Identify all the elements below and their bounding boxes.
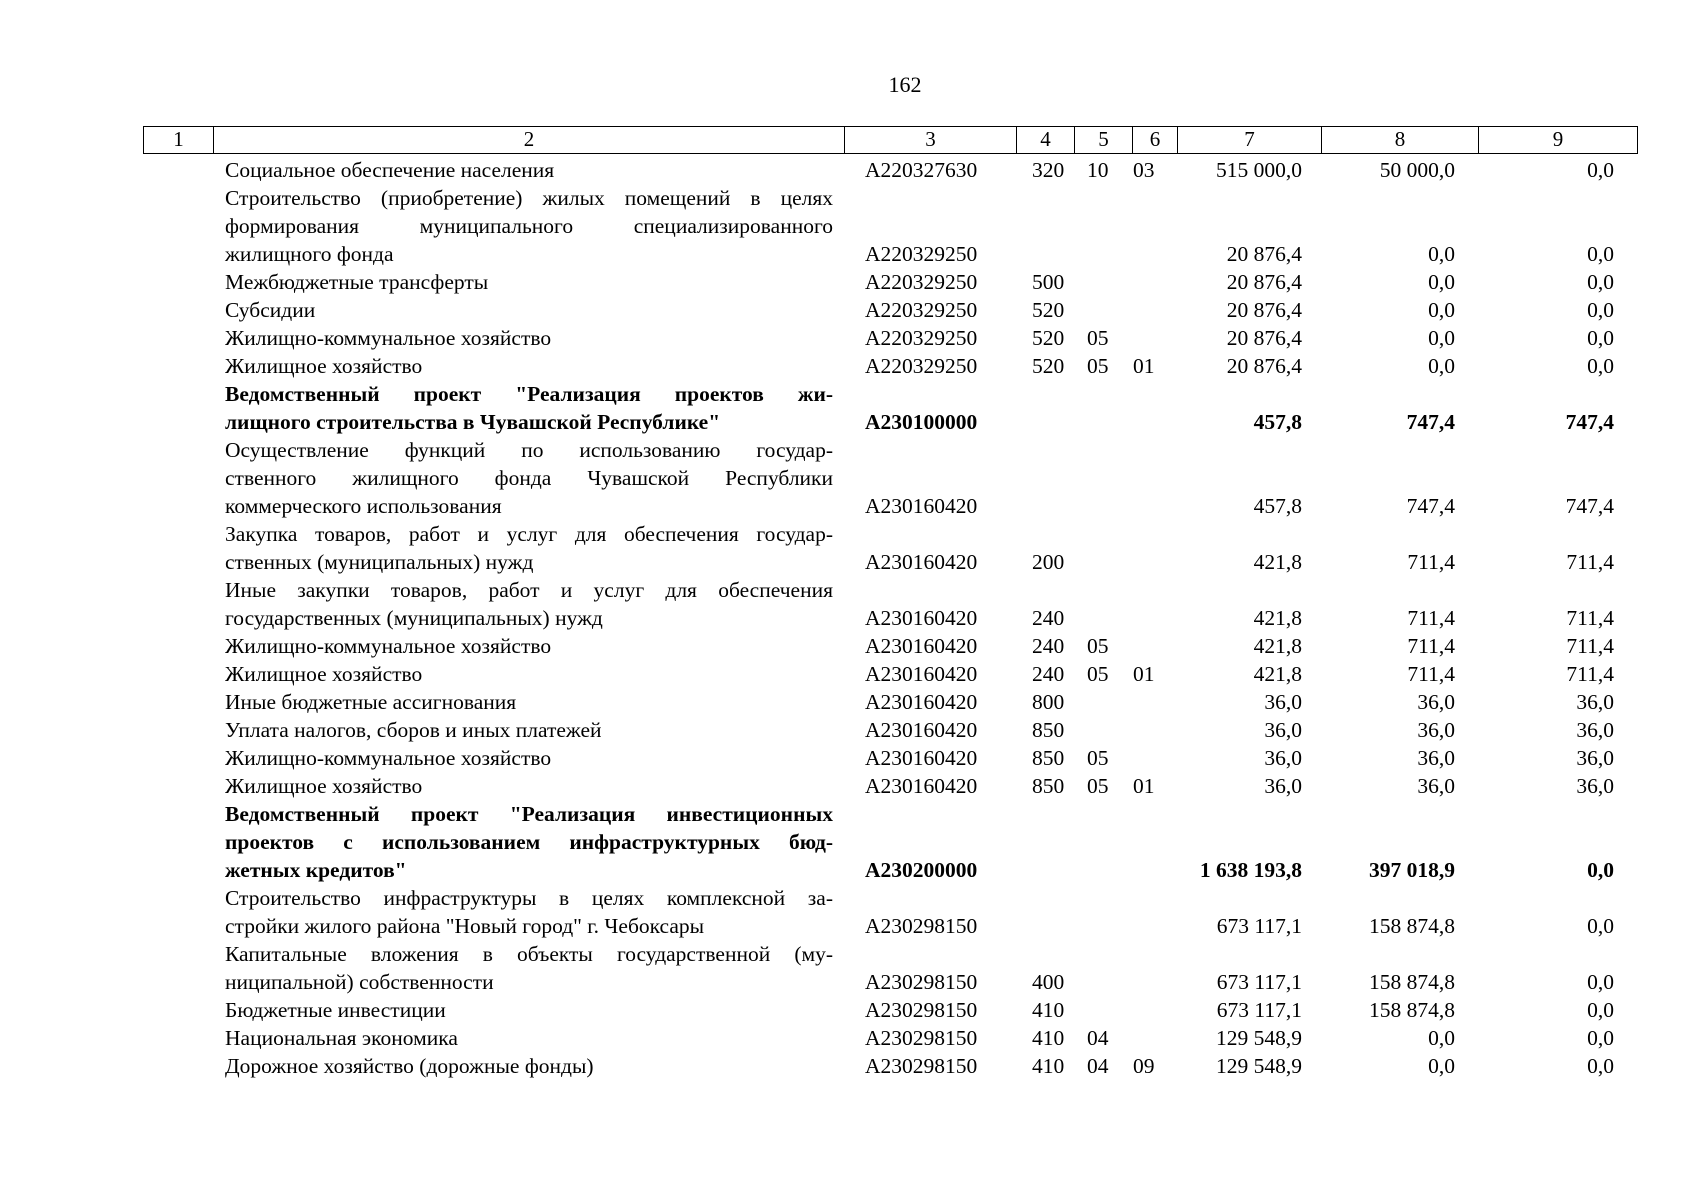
table-body (143, 156, 1638, 1080)
row-col-4: 410 (1032, 998, 1065, 1022)
row-col-4: 850 (1032, 746, 1065, 770)
description-line: Ведомственный проект "Реализация проектов жи- (225, 382, 833, 406)
table-row (143, 688, 1638, 716)
row-col-4: 320 (1032, 158, 1065, 182)
row-value-7: 457,8 (1253, 494, 1302, 518)
row-col-4: 240 (1032, 634, 1065, 658)
description-line: ственного жилищного фонда Чувашской Республики (225, 466, 833, 490)
description-line: Межбюджетные трансферты (225, 270, 489, 294)
row-code: А230100000 (865, 410, 978, 434)
row-code: А230160420 (865, 746, 978, 770)
row-value-7: 421,8 (1253, 550, 1302, 574)
row-value-9: 36,0 (1576, 718, 1614, 742)
row-col-4: 850 (1032, 718, 1065, 742)
table-row (143, 156, 1638, 184)
row-col-5: 05 (1087, 774, 1109, 798)
header-col-1: 1 (144, 127, 214, 153)
row-value-8: 158 874,8 (1369, 914, 1455, 938)
row-value-8: 158 874,8 (1369, 998, 1455, 1022)
row-value-9: 0,0 (1587, 1054, 1614, 1078)
description-line: Ведомственный проект "Реализация инвестиционных (225, 802, 833, 826)
row-value-7: 36,0 (1264, 690, 1302, 714)
row-code: А220329250 (865, 242, 978, 266)
table-row (143, 996, 1638, 1024)
row-code: А230298150 (865, 1026, 978, 1050)
header-col-4: 4 (1017, 127, 1075, 153)
description-line: Дорожное хозяйство (дорожные фонды) (225, 1054, 594, 1078)
table-row (143, 660, 1638, 688)
row-description (213, 184, 844, 268)
row-value-8: 0,0 (1428, 1026, 1455, 1050)
row-value-7: 457,8 (1253, 410, 1302, 434)
row-value-8: 36,0 (1417, 690, 1455, 714)
row-description (213, 380, 844, 436)
row-description (213, 268, 844, 296)
row-value-9: 0,0 (1587, 914, 1614, 938)
row-col-5: 05 (1087, 634, 1109, 658)
row-value-9: 711,4 (1566, 550, 1614, 574)
description-line: Осуществление функций по использованию государ- (225, 438, 833, 462)
table-row (143, 884, 1638, 940)
row-value-7: 129 548,9 (1216, 1054, 1302, 1078)
row-value-8: 36,0 (1417, 774, 1455, 798)
row-description (213, 660, 844, 688)
row-value-7: 20 876,4 (1226, 298, 1302, 322)
description-line: государственных (муниципальных) нужд (225, 606, 603, 630)
row-description (213, 632, 844, 660)
row-value-9: 711,4 (1566, 634, 1614, 658)
table-row (143, 380, 1638, 436)
description-line: жетных кредитов" (225, 858, 407, 882)
row-col-4: 500 (1032, 270, 1065, 294)
row-description (213, 772, 844, 800)
table-row (143, 436, 1638, 520)
row-value-8: 747,4 (1406, 494, 1455, 518)
header-col-6: 6 (1133, 127, 1178, 153)
row-value-9: 711,4 (1566, 606, 1614, 630)
row-code: А220329250 (865, 354, 978, 378)
row-col-5: 04 (1087, 1026, 1109, 1050)
row-code: А230298150 (865, 1054, 978, 1078)
row-description (213, 744, 844, 772)
row-value-7: 673 117,1 (1216, 970, 1302, 994)
table-row (143, 352, 1638, 380)
row-value-7: 515 000,0 (1216, 158, 1302, 182)
description-line: Жилищное хозяйство (225, 774, 423, 798)
row-col-4: 410 (1032, 1054, 1065, 1078)
description-line: Жилищно-коммунальное хозяйство (225, 634, 552, 658)
row-code: А230160420 (865, 550, 978, 574)
row-value-9: 711,4 (1566, 662, 1614, 686)
row-description (213, 436, 844, 520)
table-header (143, 126, 1638, 154)
description-line: жилищного фонда (225, 242, 394, 266)
header-col-2: 2 (214, 127, 845, 153)
row-col-5: 05 (1087, 354, 1109, 378)
row-col-6: 01 (1133, 662, 1155, 686)
row-col-4: 410 (1032, 1026, 1065, 1050)
row-col-4: 240 (1032, 606, 1065, 630)
row-col-5: 05 (1087, 746, 1109, 770)
table-row (143, 1052, 1638, 1080)
row-code: А230160420 (865, 774, 978, 798)
row-value-8: 711,4 (1407, 662, 1455, 686)
description-line: Иные бюджетные ассигнования (225, 690, 517, 714)
row-value-9: 0,0 (1587, 326, 1614, 350)
row-description (213, 520, 844, 576)
row-value-9: 0,0 (1587, 298, 1614, 322)
row-value-7: 20 876,4 (1226, 270, 1302, 294)
header-col-7: 7 (1178, 127, 1322, 153)
row-value-9: 0,0 (1587, 1026, 1614, 1050)
description-line: Строительство (приобретение) жилых помещений в целях (225, 186, 833, 210)
description-line: ниципальной) собственности (225, 970, 494, 994)
row-value-8: 158 874,8 (1369, 970, 1455, 994)
row-col-4: 520 (1032, 354, 1065, 378)
description-line: Социальное обеспечение населения (225, 158, 555, 182)
table-row (143, 520, 1638, 576)
row-description (213, 296, 844, 324)
row-value-9: 36,0 (1576, 746, 1614, 770)
row-value-9: 36,0 (1576, 690, 1614, 714)
row-value-8: 0,0 (1428, 354, 1455, 378)
description-line: Субсидии (225, 298, 316, 322)
row-value-9: 0,0 (1587, 354, 1614, 378)
row-col-6: 09 (1133, 1054, 1155, 1078)
row-value-8: 0,0 (1428, 326, 1455, 350)
description-line: Уплата налогов, сборов и иных платежей (225, 718, 602, 742)
table-row (143, 184, 1638, 268)
row-description (213, 940, 844, 996)
row-col-4: 400 (1032, 970, 1065, 994)
description-line: Капитальные вложения в объекты государственной (му- (225, 942, 833, 966)
row-value-7: 673 117,1 (1216, 998, 1302, 1022)
row-code: А220329250 (865, 298, 978, 322)
row-value-8: 50 000,0 (1379, 158, 1455, 182)
table-row (143, 716, 1638, 744)
row-col-4: 850 (1032, 774, 1065, 798)
row-col-5: 05 (1087, 662, 1109, 686)
description-line: Закупка товаров, работ и услуг для обеспечения государ- (225, 522, 833, 546)
table-row (143, 1024, 1638, 1052)
header-col-5: 5 (1075, 127, 1133, 153)
row-value-9: 0,0 (1587, 970, 1614, 994)
header-col-9: 9 (1479, 127, 1638, 153)
row-col-6: 01 (1133, 354, 1155, 378)
row-value-8: 0,0 (1428, 242, 1455, 266)
row-col-6: 03 (1133, 158, 1155, 182)
row-description (213, 996, 844, 1024)
row-value-8: 0,0 (1428, 298, 1455, 322)
row-value-7: 20 876,4 (1226, 242, 1302, 266)
row-description (213, 324, 844, 352)
row-code: А230160420 (865, 662, 978, 686)
row-col-5: 04 (1087, 1054, 1109, 1078)
row-col-4: 520 (1032, 326, 1065, 350)
row-code: А220327630 (865, 158, 978, 182)
description-line: стройки жилого района "Новый город" г. Чебоксары (225, 914, 705, 938)
row-value-9: 0,0 (1587, 270, 1614, 294)
row-value-8: 711,4 (1407, 550, 1455, 574)
description-line: Жилищно-коммунальное хозяйство (225, 746, 552, 770)
row-code: А220329250 (865, 326, 978, 350)
row-description (213, 716, 844, 744)
row-code: А230160420 (865, 494, 978, 518)
description-line: формирования муниципального специализированного (225, 214, 833, 238)
row-value-8: 0,0 (1428, 1054, 1455, 1078)
description-line: Жилищное хозяйство (225, 354, 423, 378)
row-code: А230298150 (865, 914, 978, 938)
table-row (143, 940, 1638, 996)
table-row (143, 268, 1638, 296)
table-row (143, 296, 1638, 324)
row-col-4: 200 (1032, 550, 1065, 574)
row-description (213, 1024, 844, 1052)
row-value-7: 1 638 193,8 (1199, 858, 1302, 882)
description-line: Национальная экономика (225, 1026, 458, 1050)
row-col-4: 520 (1032, 298, 1065, 322)
description-line: проектов с использованием инфраструктурных бюд- (225, 830, 833, 854)
row-code: А230160420 (865, 690, 978, 714)
row-value-8: 36,0 (1417, 746, 1455, 770)
row-code: А230298150 (865, 998, 978, 1022)
row-col-5: 10 (1087, 158, 1109, 182)
row-col-4: 800 (1032, 690, 1065, 714)
description-line: Иные закупки товаров, работ и услуг для обеспечения (225, 578, 833, 602)
row-value-7: 421,8 (1253, 634, 1302, 658)
row-value-9: 0,0 (1587, 998, 1614, 1022)
row-description (213, 576, 844, 632)
row-value-8: 36,0 (1417, 718, 1455, 742)
table-row (143, 772, 1638, 800)
row-description (213, 688, 844, 716)
header-col-3: 3 (845, 127, 1017, 153)
row-code: А230298150 (865, 970, 978, 994)
row-col-6: 01 (1133, 774, 1155, 798)
row-value-9: 747,4 (1565, 410, 1614, 434)
description-line: Бюджетные инвестиции (225, 998, 446, 1022)
row-value-8: 747,4 (1406, 410, 1455, 434)
row-value-8: 711,4 (1407, 606, 1455, 630)
row-value-7: 129 548,9 (1216, 1026, 1302, 1050)
table-row (143, 576, 1638, 632)
row-value-9: 0,0 (1587, 858, 1614, 882)
row-value-9: 0,0 (1587, 158, 1614, 182)
row-value-7: 421,8 (1253, 606, 1302, 630)
row-code: А230200000 (865, 858, 978, 882)
row-value-9: 36,0 (1576, 774, 1614, 798)
row-description (213, 1052, 844, 1080)
table-row (143, 324, 1638, 352)
row-value-7: 673 117,1 (1216, 914, 1302, 938)
row-code: А230160420 (865, 718, 978, 742)
row-value-8: 0,0 (1428, 270, 1455, 294)
description-line: коммерческого использования (225, 494, 502, 518)
description-line: Строительство инфраструктуры в целях комплексной за- (225, 886, 833, 910)
description-line: ственных (муниципальных) нужд (225, 550, 534, 574)
page-number: 162 (888, 72, 922, 97)
table-row (143, 800, 1638, 884)
row-value-8: 397 018,9 (1369, 858, 1455, 882)
row-code: А230160420 (865, 606, 978, 630)
description-line: Жилищно-коммунальное хозяйство (225, 326, 552, 350)
row-code: А230160420 (865, 634, 978, 658)
row-description (213, 352, 844, 380)
row-value-9: 747,4 (1565, 494, 1614, 518)
row-value-7: 20 876,4 (1226, 354, 1302, 378)
row-value-7: 20 876,4 (1226, 326, 1302, 350)
table-row (143, 632, 1638, 660)
row-value-7: 36,0 (1264, 746, 1302, 770)
table-row (143, 744, 1638, 772)
row-description (213, 884, 844, 940)
row-description (213, 800, 844, 884)
row-value-7: 36,0 (1264, 718, 1302, 742)
row-col-4: 240 (1032, 662, 1065, 686)
row-value-7: 421,8 (1253, 662, 1302, 686)
row-value-7: 36,0 (1264, 774, 1302, 798)
row-value-9: 0,0 (1587, 242, 1614, 266)
description-line: лищного строительства в Чувашской Республике" (225, 410, 721, 434)
row-col-5: 05 (1087, 326, 1109, 350)
header-col-8: 8 (1322, 127, 1479, 153)
row-value-8: 711,4 (1407, 634, 1455, 658)
description-line: Жилищное хозяйство (225, 662, 423, 686)
row-code: А220329250 (865, 270, 978, 294)
row-description (213, 156, 844, 184)
